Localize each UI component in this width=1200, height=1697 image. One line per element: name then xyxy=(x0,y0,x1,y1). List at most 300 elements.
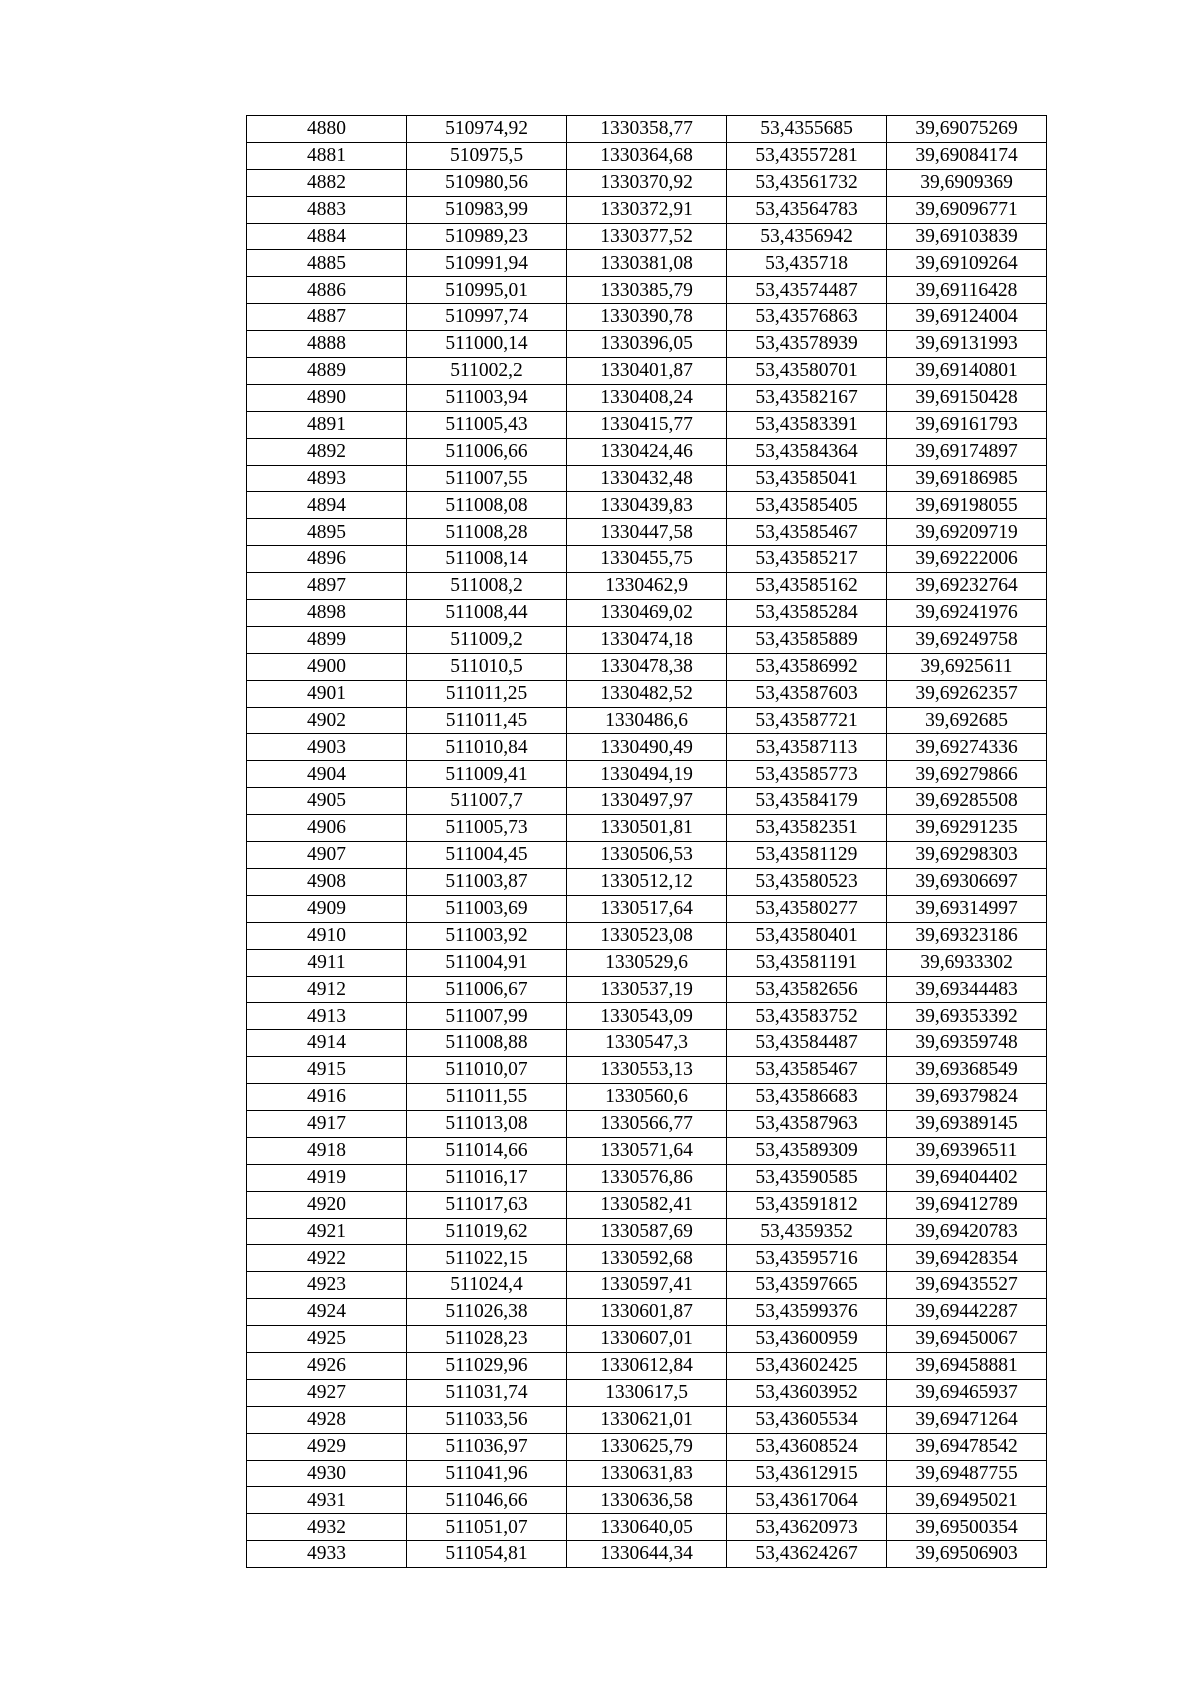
y-coordinate-cell: 1330612,84 xyxy=(567,1352,727,1379)
table-row xyxy=(247,1433,1047,1460)
longitude-cell: 39,69285508 xyxy=(887,788,1047,815)
x-coordinate-cell: 510997,74 xyxy=(407,304,567,331)
x-coordinate-cell: 511051,07 xyxy=(407,1514,567,1541)
point-number-cell: 4919 xyxy=(247,1164,407,1191)
point-number-cell: 4918 xyxy=(247,1137,407,1164)
x-coordinate-cell: 511011,45 xyxy=(407,707,567,734)
table-row xyxy=(247,1514,1047,1541)
latitude-cell: 53,43584364 xyxy=(727,438,887,465)
point-number-cell: 4921 xyxy=(247,1218,407,1245)
latitude-cell: 53,4356942 xyxy=(727,223,887,250)
table-row xyxy=(247,922,1047,949)
y-coordinate-cell: 1330607,01 xyxy=(567,1326,727,1353)
x-coordinate-cell: 511003,87 xyxy=(407,868,567,895)
table-row xyxy=(247,465,1047,492)
latitude-cell: 53,43587963 xyxy=(727,1110,887,1137)
latitude-cell: 53,43585467 xyxy=(727,519,887,546)
x-coordinate-cell: 511010,07 xyxy=(407,1057,567,1084)
table-row xyxy=(247,788,1047,815)
point-number-cell: 4888 xyxy=(247,331,407,358)
point-number-cell: 4917 xyxy=(247,1110,407,1137)
latitude-cell: 53,43603952 xyxy=(727,1379,887,1406)
latitude-cell: 53,4355685 xyxy=(727,116,887,143)
latitude-cell: 53,43580401 xyxy=(727,922,887,949)
latitude-cell: 53,43585467 xyxy=(727,1057,887,1084)
point-number-cell: 4905 xyxy=(247,788,407,815)
x-coordinate-cell: 511026,38 xyxy=(407,1299,567,1326)
table-row xyxy=(247,331,1047,358)
y-coordinate-cell: 1330364,68 xyxy=(567,142,727,169)
latitude-cell: 53,43557281 xyxy=(727,142,887,169)
latitude-cell: 53,43582167 xyxy=(727,384,887,411)
latitude-cell: 53,43574487 xyxy=(727,277,887,304)
table-row xyxy=(247,223,1047,250)
table-row xyxy=(247,1110,1047,1137)
latitude-cell: 53,43582351 xyxy=(727,815,887,842)
x-coordinate-cell: 511009,41 xyxy=(407,761,567,788)
longitude-cell: 39,69140801 xyxy=(887,358,1047,385)
longitude-cell: 39,69241976 xyxy=(887,600,1047,627)
latitude-cell: 53,43583391 xyxy=(727,411,887,438)
point-number-cell: 4903 xyxy=(247,734,407,761)
x-coordinate-cell: 511013,08 xyxy=(407,1110,567,1137)
y-coordinate-cell: 1330370,92 xyxy=(567,169,727,196)
y-coordinate-cell: 1330543,09 xyxy=(567,1003,727,1030)
table-row xyxy=(247,411,1047,438)
point-number-cell: 4891 xyxy=(247,411,407,438)
y-coordinate-cell: 1330582,41 xyxy=(567,1191,727,1218)
x-coordinate-cell: 511003,92 xyxy=(407,922,567,949)
latitude-cell: 53,43597665 xyxy=(727,1272,887,1299)
y-coordinate-cell: 1330621,01 xyxy=(567,1406,727,1433)
x-coordinate-cell: 511008,2 xyxy=(407,573,567,600)
longitude-cell: 39,6925611 xyxy=(887,653,1047,680)
point-number-cell: 4885 xyxy=(247,250,407,277)
x-coordinate-cell: 511006,67 xyxy=(407,976,567,1003)
table-row xyxy=(247,1487,1047,1514)
y-coordinate-cell: 1330571,64 xyxy=(567,1137,727,1164)
longitude-cell: 39,69500354 xyxy=(887,1514,1047,1541)
y-coordinate-cell: 1330490,49 xyxy=(567,734,727,761)
longitude-cell: 39,69262357 xyxy=(887,680,1047,707)
latitude-cell: 53,43585773 xyxy=(727,761,887,788)
point-number-cell: 4907 xyxy=(247,842,407,869)
coordinates-table xyxy=(246,115,1047,1568)
x-coordinate-cell: 511041,96 xyxy=(407,1460,567,1487)
table-row xyxy=(247,116,1047,143)
y-coordinate-cell: 1330597,41 xyxy=(567,1272,727,1299)
latitude-cell: 53,43586992 xyxy=(727,653,887,680)
y-coordinate-cell: 1330486,6 xyxy=(567,707,727,734)
longitude-cell: 39,69368549 xyxy=(887,1057,1047,1084)
y-coordinate-cell: 1330469,02 xyxy=(567,600,727,627)
point-number-cell: 4906 xyxy=(247,815,407,842)
x-coordinate-cell: 511028,23 xyxy=(407,1326,567,1353)
latitude-cell: 53,43585041 xyxy=(727,465,887,492)
longitude-cell: 39,69274336 xyxy=(887,734,1047,761)
x-coordinate-cell: 511010,5 xyxy=(407,653,567,680)
x-coordinate-cell: 511006,66 xyxy=(407,438,567,465)
table-row xyxy=(247,358,1047,385)
longitude-cell: 39,69435527 xyxy=(887,1272,1047,1299)
table-row xyxy=(247,1137,1047,1164)
table-row xyxy=(247,707,1047,734)
latitude-cell: 53,43589309 xyxy=(727,1137,887,1164)
longitude-cell: 39,69186985 xyxy=(887,465,1047,492)
longitude-cell: 39,6909369 xyxy=(887,169,1047,196)
latitude-cell: 53,435718 xyxy=(727,250,887,277)
table-row xyxy=(247,492,1047,519)
longitude-cell: 39,69359748 xyxy=(887,1030,1047,1057)
y-coordinate-cell: 1330358,77 xyxy=(567,116,727,143)
y-coordinate-cell: 1330447,58 xyxy=(567,519,727,546)
x-coordinate-cell: 511003,69 xyxy=(407,895,567,922)
x-coordinate-cell: 511014,66 xyxy=(407,1137,567,1164)
table-row xyxy=(247,653,1047,680)
point-number-cell: 4924 xyxy=(247,1299,407,1326)
x-coordinate-cell: 511008,08 xyxy=(407,492,567,519)
longitude-cell: 39,69161793 xyxy=(887,411,1047,438)
table-row xyxy=(247,304,1047,331)
point-number-cell: 4897 xyxy=(247,573,407,600)
x-coordinate-cell: 511005,43 xyxy=(407,411,567,438)
y-coordinate-cell: 1330592,68 xyxy=(567,1245,727,1272)
y-coordinate-cell: 1330396,05 xyxy=(567,331,727,358)
latitude-cell: 53,43585405 xyxy=(727,492,887,519)
longitude-cell: 39,69222006 xyxy=(887,546,1047,573)
table-row xyxy=(247,250,1047,277)
y-coordinate-cell: 1330494,19 xyxy=(567,761,727,788)
point-number-cell: 4883 xyxy=(247,196,407,223)
latitude-cell: 53,43587721 xyxy=(727,707,887,734)
latitude-cell: 53,4359352 xyxy=(727,1218,887,1245)
longitude-cell: 39,69209719 xyxy=(887,519,1047,546)
longitude-cell: 39,69084174 xyxy=(887,142,1047,169)
y-coordinate-cell: 1330537,19 xyxy=(567,976,727,1003)
point-number-cell: 4927 xyxy=(247,1379,407,1406)
y-coordinate-cell: 1330415,77 xyxy=(567,411,727,438)
point-number-cell: 4904 xyxy=(247,761,407,788)
x-coordinate-cell: 511004,91 xyxy=(407,949,567,976)
latitude-cell: 53,43581191 xyxy=(727,949,887,976)
x-coordinate-cell: 511016,17 xyxy=(407,1164,567,1191)
longitude-cell: 39,69323186 xyxy=(887,922,1047,949)
x-coordinate-cell: 511000,14 xyxy=(407,331,567,358)
y-coordinate-cell: 1330547,3 xyxy=(567,1030,727,1057)
x-coordinate-cell: 511031,74 xyxy=(407,1379,567,1406)
point-number-cell: 4881 xyxy=(247,142,407,169)
y-coordinate-cell: 1330390,78 xyxy=(567,304,727,331)
longitude-cell: 39,69495021 xyxy=(887,1487,1047,1514)
latitude-cell: 53,43585217 xyxy=(727,546,887,573)
y-coordinate-cell: 1330506,53 xyxy=(567,842,727,869)
y-coordinate-cell: 1330617,5 xyxy=(567,1379,727,1406)
point-number-cell: 4931 xyxy=(247,1487,407,1514)
table-row xyxy=(247,895,1047,922)
latitude-cell: 53,43585284 xyxy=(727,600,887,627)
longitude-cell: 39,69298303 xyxy=(887,842,1047,869)
point-number-cell: 4929 xyxy=(247,1433,407,1460)
table-row xyxy=(247,976,1047,1003)
x-coordinate-cell: 511007,7 xyxy=(407,788,567,815)
latitude-cell: 53,43587113 xyxy=(727,734,887,761)
latitude-cell: 53,43581129 xyxy=(727,842,887,869)
y-coordinate-cell: 1330625,79 xyxy=(567,1433,727,1460)
table-row xyxy=(247,1245,1047,1272)
x-coordinate-cell: 511022,15 xyxy=(407,1245,567,1272)
table-row xyxy=(247,519,1047,546)
point-number-cell: 4900 xyxy=(247,653,407,680)
table-row xyxy=(247,1406,1047,1433)
longitude-cell: 39,69412789 xyxy=(887,1191,1047,1218)
latitude-cell: 53,43585889 xyxy=(727,626,887,653)
table-row xyxy=(247,1057,1047,1084)
latitude-cell: 53,43595716 xyxy=(727,1245,887,1272)
point-number-cell: 4901 xyxy=(247,680,407,707)
latitude-cell: 53,43564783 xyxy=(727,196,887,223)
x-coordinate-cell: 511003,94 xyxy=(407,384,567,411)
point-number-cell: 4908 xyxy=(247,868,407,895)
point-number-cell: 4887 xyxy=(247,304,407,331)
longitude-cell: 39,69420783 xyxy=(887,1218,1047,1245)
longitude-cell: 39,69075269 xyxy=(887,116,1047,143)
point-number-cell: 4893 xyxy=(247,465,407,492)
longitude-cell: 39,69389145 xyxy=(887,1110,1047,1137)
point-number-cell: 4932 xyxy=(247,1514,407,1541)
table-row xyxy=(247,1030,1047,1057)
x-coordinate-cell: 511008,44 xyxy=(407,600,567,627)
longitude-cell: 39,69109264 xyxy=(887,250,1047,277)
y-coordinate-cell: 1330640,05 xyxy=(567,1514,727,1541)
y-coordinate-cell: 1330631,83 xyxy=(567,1460,727,1487)
latitude-cell: 53,43620973 xyxy=(727,1514,887,1541)
x-coordinate-cell: 511036,97 xyxy=(407,1433,567,1460)
x-coordinate-cell: 511011,25 xyxy=(407,680,567,707)
table-row xyxy=(247,277,1047,304)
longitude-cell: 39,69291235 xyxy=(887,815,1047,842)
point-number-cell: 4923 xyxy=(247,1272,407,1299)
x-coordinate-cell: 511046,66 xyxy=(407,1487,567,1514)
y-coordinate-cell: 1330478,38 xyxy=(567,653,727,680)
longitude-cell: 39,69465937 xyxy=(887,1379,1047,1406)
table-row xyxy=(247,142,1047,169)
y-coordinate-cell: 1330560,6 xyxy=(567,1084,727,1111)
longitude-cell: 39,69458881 xyxy=(887,1352,1047,1379)
y-coordinate-cell: 1330381,08 xyxy=(567,250,727,277)
latitude-cell: 53,43578939 xyxy=(727,331,887,358)
x-coordinate-cell: 510983,99 xyxy=(407,196,567,223)
table-row xyxy=(247,196,1047,223)
x-coordinate-cell: 510989,23 xyxy=(407,223,567,250)
x-coordinate-cell: 510980,56 xyxy=(407,169,567,196)
longitude-cell: 39,69131993 xyxy=(887,331,1047,358)
longitude-cell: 39,69478542 xyxy=(887,1433,1047,1460)
table-row xyxy=(247,842,1047,869)
latitude-cell: 53,43576863 xyxy=(727,304,887,331)
longitude-cell: 39,69314997 xyxy=(887,895,1047,922)
y-coordinate-cell: 1330576,86 xyxy=(567,1164,727,1191)
table-row xyxy=(247,1164,1047,1191)
point-number-cell: 4880 xyxy=(247,116,407,143)
longitude-cell: 39,69353392 xyxy=(887,1003,1047,1030)
latitude-cell: 53,43617064 xyxy=(727,1487,887,1514)
point-number-cell: 4933 xyxy=(247,1541,407,1568)
longitude-cell: 39,69471264 xyxy=(887,1406,1047,1433)
y-coordinate-cell: 1330439,83 xyxy=(567,492,727,519)
point-number-cell: 4910 xyxy=(247,922,407,949)
latitude-cell: 53,43599376 xyxy=(727,1299,887,1326)
table-row xyxy=(247,1326,1047,1353)
x-coordinate-cell: 510991,94 xyxy=(407,250,567,277)
y-coordinate-cell: 1330424,46 xyxy=(567,438,727,465)
longitude-cell: 39,69428354 xyxy=(887,1245,1047,1272)
point-number-cell: 4909 xyxy=(247,895,407,922)
latitude-cell: 53,43590585 xyxy=(727,1164,887,1191)
table-row xyxy=(247,761,1047,788)
longitude-cell: 39,69174897 xyxy=(887,438,1047,465)
y-coordinate-cell: 1330372,91 xyxy=(567,196,727,223)
y-coordinate-cell: 1330553,13 xyxy=(567,1057,727,1084)
point-number-cell: 4920 xyxy=(247,1191,407,1218)
x-coordinate-cell: 510995,01 xyxy=(407,277,567,304)
x-coordinate-cell: 511054,81 xyxy=(407,1541,567,1568)
coordinates-table-body xyxy=(247,116,1047,1568)
latitude-cell: 53,43583752 xyxy=(727,1003,887,1030)
table-row xyxy=(247,680,1047,707)
y-coordinate-cell: 1330529,6 xyxy=(567,949,727,976)
x-coordinate-cell: 511019,62 xyxy=(407,1218,567,1245)
x-coordinate-cell: 511009,2 xyxy=(407,626,567,653)
point-number-cell: 4915 xyxy=(247,1057,407,1084)
longitude-cell: 39,69306697 xyxy=(887,868,1047,895)
latitude-cell: 53,43624267 xyxy=(727,1541,887,1568)
x-coordinate-cell: 511008,88 xyxy=(407,1030,567,1057)
point-number-cell: 4890 xyxy=(247,384,407,411)
point-number-cell: 4912 xyxy=(247,976,407,1003)
y-coordinate-cell: 1330377,52 xyxy=(567,223,727,250)
table-row xyxy=(247,1460,1047,1487)
table-row xyxy=(247,546,1047,573)
table-row xyxy=(247,438,1047,465)
y-coordinate-cell: 1330455,75 xyxy=(567,546,727,573)
y-coordinate-cell: 1330587,69 xyxy=(567,1218,727,1245)
y-coordinate-cell: 1330408,24 xyxy=(567,384,727,411)
longitude-cell: 39,69379824 xyxy=(887,1084,1047,1111)
y-coordinate-cell: 1330482,52 xyxy=(567,680,727,707)
longitude-cell: 39,69344483 xyxy=(887,976,1047,1003)
point-number-cell: 4886 xyxy=(247,277,407,304)
point-number-cell: 4889 xyxy=(247,358,407,385)
x-coordinate-cell: 511029,96 xyxy=(407,1352,567,1379)
table-row xyxy=(247,384,1047,411)
table-row xyxy=(247,1299,1047,1326)
x-coordinate-cell: 511007,55 xyxy=(407,465,567,492)
x-coordinate-cell: 511017,63 xyxy=(407,1191,567,1218)
point-number-cell: 4926 xyxy=(247,1352,407,1379)
table-row xyxy=(247,949,1047,976)
table-row xyxy=(247,573,1047,600)
longitude-cell: 39,69279866 xyxy=(887,761,1047,788)
table-row xyxy=(247,1272,1047,1299)
longitude-cell: 39,69487755 xyxy=(887,1460,1047,1487)
x-coordinate-cell: 511008,14 xyxy=(407,546,567,573)
point-number-cell: 4894 xyxy=(247,492,407,519)
point-number-cell: 4925 xyxy=(247,1326,407,1353)
y-coordinate-cell: 1330644,34 xyxy=(567,1541,727,1568)
latitude-cell: 53,43612915 xyxy=(727,1460,887,1487)
x-coordinate-cell: 511002,2 xyxy=(407,358,567,385)
latitude-cell: 53,43580277 xyxy=(727,895,887,922)
x-coordinate-cell: 511024,4 xyxy=(407,1272,567,1299)
latitude-cell: 53,43602425 xyxy=(727,1352,887,1379)
longitude-cell: 39,6933302 xyxy=(887,949,1047,976)
table-row xyxy=(247,868,1047,895)
latitude-cell: 53,43600959 xyxy=(727,1326,887,1353)
y-coordinate-cell: 1330501,81 xyxy=(567,815,727,842)
table-row xyxy=(247,600,1047,627)
latitude-cell: 53,43580523 xyxy=(727,868,887,895)
longitude-cell: 39,69116428 xyxy=(887,277,1047,304)
latitude-cell: 53,43580701 xyxy=(727,358,887,385)
x-coordinate-cell: 511008,28 xyxy=(407,519,567,546)
latitude-cell: 53,43608524 xyxy=(727,1433,887,1460)
point-number-cell: 4899 xyxy=(247,626,407,653)
longitude-cell: 39,69103839 xyxy=(887,223,1047,250)
longitude-cell: 39,69396511 xyxy=(887,1137,1047,1164)
latitude-cell: 53,43587603 xyxy=(727,680,887,707)
point-number-cell: 4922 xyxy=(247,1245,407,1272)
longitude-cell: 39,69442287 xyxy=(887,1299,1047,1326)
y-coordinate-cell: 1330432,48 xyxy=(567,465,727,492)
x-coordinate-cell: 511033,56 xyxy=(407,1406,567,1433)
y-coordinate-cell: 1330385,79 xyxy=(567,277,727,304)
x-coordinate-cell: 511005,73 xyxy=(407,815,567,842)
longitude-cell: 39,69404402 xyxy=(887,1164,1047,1191)
latitude-cell: 53,43591812 xyxy=(727,1191,887,1218)
point-number-cell: 4884 xyxy=(247,223,407,250)
latitude-cell: 53,43582656 xyxy=(727,976,887,1003)
point-number-cell: 4896 xyxy=(247,546,407,573)
table-row xyxy=(247,626,1047,653)
y-coordinate-cell: 1330401,87 xyxy=(567,358,727,385)
point-number-cell: 4928 xyxy=(247,1406,407,1433)
longitude-cell: 39,69150428 xyxy=(887,384,1047,411)
table-row xyxy=(247,1218,1047,1245)
point-number-cell: 4913 xyxy=(247,1003,407,1030)
table-row xyxy=(247,169,1047,196)
x-coordinate-cell: 511011,55 xyxy=(407,1084,567,1111)
longitude-cell: 39,69450067 xyxy=(887,1326,1047,1353)
table-row xyxy=(247,1084,1047,1111)
point-number-cell: 4930 xyxy=(247,1460,407,1487)
table-row xyxy=(247,815,1047,842)
longitude-cell: 39,69124004 xyxy=(887,304,1047,331)
longitude-cell: 39,69096771 xyxy=(887,196,1047,223)
longitude-cell: 39,69232764 xyxy=(887,573,1047,600)
table-row xyxy=(247,1003,1047,1030)
point-number-cell: 4902 xyxy=(247,707,407,734)
point-number-cell: 4895 xyxy=(247,519,407,546)
longitude-cell: 39,692685 xyxy=(887,707,1047,734)
x-coordinate-cell: 511007,99 xyxy=(407,1003,567,1030)
latitude-cell: 53,43584487 xyxy=(727,1030,887,1057)
y-coordinate-cell: 1330462,9 xyxy=(567,573,727,600)
longitude-cell: 39,69198055 xyxy=(887,492,1047,519)
longitude-cell: 39,69249758 xyxy=(887,626,1047,653)
latitude-cell: 53,43586683 xyxy=(727,1084,887,1111)
y-coordinate-cell: 1330474,18 xyxy=(567,626,727,653)
x-coordinate-cell: 511010,84 xyxy=(407,734,567,761)
